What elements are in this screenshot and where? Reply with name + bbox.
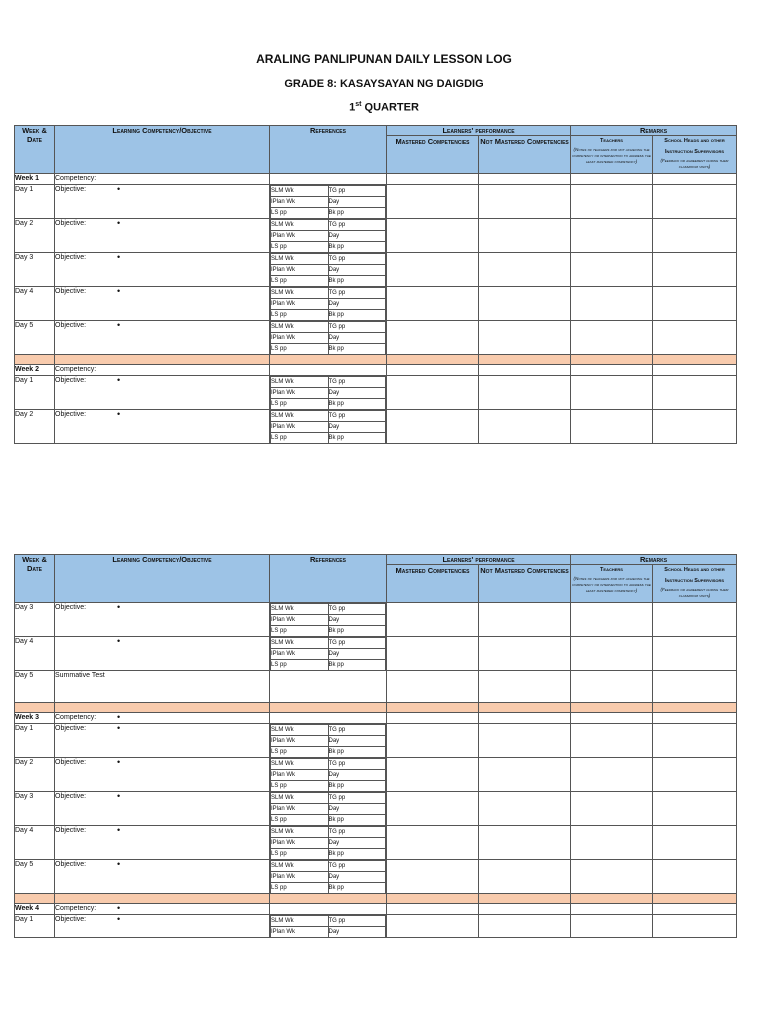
- day-label: Day 2: [15, 410, 55, 444]
- mastered-cell[interactable]: [387, 410, 479, 444]
- objective-cell[interactable]: Objective: •: [55, 860, 270, 894]
- day-row: [15, 826, 737, 860]
- references-cell[interactable]: [270, 365, 387, 376]
- heads-remarks-cell[interactable]: [653, 915, 737, 938]
- day-row: [15, 671, 737, 703]
- remarks-header: Remarks: [571, 126, 737, 136]
- not-mastered-cell[interactable]: [479, 174, 571, 185]
- ref-tg[interactable]: TG pp: [328, 288, 386, 299]
- heads-remarks-cell[interactable]: [653, 185, 737, 219]
- objective-cell[interactable]: Objective: •: [55, 724, 270, 758]
- teachers-remarks-header: Teachers (Notes of teachers for not achieving the competency or intervention to address the least mastered competency): [571, 565, 653, 603]
- ref-bk[interactable]: Bk pp: [328, 242, 386, 253]
- ref-ls[interactable]: LS pp: [271, 747, 329, 758]
- teachers-remarks-cell[interactable]: [571, 321, 653, 355]
- day-row: [15, 603, 737, 637]
- ref-bk[interactable]: Bk pp: [328, 344, 386, 355]
- bullet-icon: •: [117, 252, 121, 262]
- heads-remarks-cell[interactable]: [653, 671, 737, 703]
- ref-ls[interactable]: LS pp: [271, 781, 329, 792]
- ref-day[interactable]: Day: [328, 838, 386, 849]
- teachers-remarks-cell[interactable]: [571, 904, 653, 915]
- references-header: References: [270, 555, 387, 603]
- ref-day[interactable]: Day: [328, 197, 386, 208]
- references-cell: [270, 915, 387, 938]
- ref-day[interactable]: Day: [328, 770, 386, 781]
- remarks-header: Remarks: [571, 555, 737, 565]
- heads-remarks-cell[interactable]: [653, 321, 737, 355]
- ref-ls[interactable]: LS pp: [271, 849, 329, 860]
- lesson-log-table-2: [14, 554, 737, 938]
- week-row: [15, 174, 737, 185]
- teachers-remarks-cell[interactable]: [571, 724, 653, 758]
- references-cell: [270, 637, 387, 671]
- day-label: Day 3: [15, 792, 55, 826]
- mastered-cell[interactable]: [387, 915, 479, 938]
- heads-remarks-cell[interactable]: [653, 860, 737, 894]
- document-subtitle: GRADE 8: KASAYSAYAN NG DAIGDIG: [284, 78, 484, 90]
- week-row: [15, 713, 737, 724]
- ref-tg[interactable]: TG pp: [328, 759, 386, 770]
- teachers-remarks-cell[interactable]: [571, 185, 653, 219]
- week-date-header: Week & Date: [15, 126, 55, 174]
- ref-tg[interactable]: TG pp: [328, 793, 386, 804]
- not-mastered-cell[interactable]: [479, 792, 571, 826]
- references-cell: [270, 376, 387, 410]
- heads-remarks-cell[interactable]: [653, 287, 737, 321]
- day-label: Day 2: [15, 758, 55, 792]
- day-label: Day 2: [15, 219, 55, 253]
- ref-bk[interactable]: Bk pp: [328, 815, 386, 826]
- bullet-icon: •: [117, 712, 121, 722]
- ref-bk[interactable]: Bk pp: [328, 883, 386, 894]
- day-row: [15, 253, 737, 287]
- mastered-cell[interactable]: [387, 174, 479, 185]
- references-cell: [270, 287, 387, 321]
- not-mastered-header: Not Mastered Competencies: [479, 565, 571, 603]
- references-cell: [270, 758, 387, 792]
- teachers-remarks-cell[interactable]: [571, 365, 653, 376]
- mastered-cell[interactable]: [387, 185, 479, 219]
- ref-ls[interactable]: LS pp: [271, 883, 329, 894]
- week-row: [15, 904, 737, 915]
- learners-performance-header: Learners' performance: [387, 126, 571, 136]
- references-cell: [270, 826, 387, 860]
- ref-iplan[interactable]: IPlan Wk: [271, 804, 329, 815]
- not-mastered-cell[interactable]: [479, 219, 571, 253]
- summative-cell[interactable]: Summative Test: [55, 671, 270, 703]
- ref-slm[interactable]: SLM Wk: [271, 322, 329, 333]
- ref-tg[interactable]: TG pp: [328, 377, 386, 388]
- mastered-cell[interactable]: [387, 219, 479, 253]
- day-label: Day 3: [15, 603, 55, 637]
- bullet-icon: •: [117, 184, 121, 194]
- mastered-cell[interactable]: [387, 671, 479, 703]
- objective-cell[interactable]: Objective: •: [55, 185, 270, 219]
- objective-cell[interactable]: Objective: •: [55, 287, 270, 321]
- day-label: Day 1: [15, 185, 55, 219]
- heads-remarks-cell[interactable]: [653, 174, 737, 185]
- ref-tg[interactable]: TG pp: [328, 725, 386, 736]
- mastered-header: Mastered Competencies: [387, 565, 479, 603]
- teachers-remarks-cell[interactable]: [571, 287, 653, 321]
- references-cell: [270, 219, 387, 253]
- day-row: [15, 410, 737, 444]
- ref-slm[interactable]: SLM Wk: [271, 220, 329, 231]
- not-mastered-header: Not Mastered Competencies: [479, 136, 571, 174]
- not-mastered-cell[interactable]: [479, 287, 571, 321]
- references-cell: [270, 321, 387, 355]
- ref-tg[interactable]: TG pp: [328, 604, 386, 615]
- bullet-icon: •: [117, 320, 121, 330]
- ref-ls[interactable]: LS pp: [271, 433, 329, 444]
- ref-bk[interactable]: Bk pp: [328, 399, 386, 410]
- teachers-remarks-cell[interactable]: [571, 826, 653, 860]
- mastered-cell[interactable]: [387, 724, 479, 758]
- ref-iplan[interactable]: IPlan Wk: [271, 388, 329, 399]
- bullet-icon: •: [117, 375, 121, 385]
- objective-cell[interactable]: Objective: •: [55, 253, 270, 287]
- references-cell: [270, 185, 387, 219]
- day-row: [15, 792, 737, 826]
- ref-slm[interactable]: SLM Wk: [271, 638, 329, 649]
- week-label: Week 4: [15, 904, 55, 915]
- ref-slm[interactable]: SLM Wk: [271, 411, 329, 422]
- bullet-icon: •: [117, 825, 121, 835]
- not-mastered-cell[interactable]: [479, 671, 571, 703]
- ref-ls[interactable]: LS pp: [271, 310, 329, 321]
- day-label: Day 3: [15, 253, 55, 287]
- ref-slm[interactable]: SLM Wk: [271, 377, 329, 388]
- not-mastered-cell[interactable]: [479, 860, 571, 894]
- teachers-remarks-cell[interactable]: [571, 376, 653, 410]
- mastered-cell[interactable]: [387, 365, 479, 376]
- day-label: Day 1: [15, 724, 55, 758]
- heads-remarks-cell[interactable]: [653, 758, 737, 792]
- heads-remarks-cell[interactable]: [653, 904, 737, 915]
- ref-iplan[interactable]: IPlan Wk: [271, 231, 329, 242]
- competency-header: Learning Competency/Objective: [55, 126, 270, 174]
- week-date-header: Week & Date: [15, 555, 55, 603]
- ref-slm[interactable]: SLM Wk: [271, 861, 329, 872]
- week-separator: [15, 894, 737, 904]
- teachers-remarks-cell[interactable]: [571, 253, 653, 287]
- not-mastered-cell[interactable]: [479, 904, 571, 915]
- references-cell: [270, 253, 387, 287]
- ref-day[interactable]: Day: [328, 615, 386, 626]
- references-header: References: [270, 126, 387, 174]
- ref-ls[interactable]: LS pp: [271, 626, 329, 637]
- references-cell: [270, 410, 387, 444]
- ref-slm[interactable]: SLM Wk: [271, 186, 329, 197]
- ref-slm[interactable]: SLM Wk: [271, 288, 329, 299]
- ref-slm[interactable]: SLM Wk: [271, 725, 329, 736]
- teachers-remarks-cell[interactable]: [571, 792, 653, 826]
- ref-slm[interactable]: SLM Wk: [271, 827, 329, 838]
- not-mastered-cell[interactable]: [479, 713, 571, 724]
- teachers-remarks-cell[interactable]: [571, 219, 653, 253]
- not-mastered-cell[interactable]: [479, 365, 571, 376]
- objective-cell[interactable]: Objective: •: [55, 758, 270, 792]
- not-mastered-cell[interactable]: [479, 826, 571, 860]
- ref-iplan[interactable]: IPlan Wk: [271, 333, 329, 344]
- references-cell: [270, 603, 387, 637]
- competency-cell[interactable]: Competency: •: [55, 904, 270, 915]
- competency-cell[interactable]: Competency:: [55, 174, 270, 185]
- references-cell[interactable]: [270, 904, 387, 915]
- objective-cell[interactable]: Objective: •: [55, 915, 270, 938]
- mastered-cell[interactable]: [387, 603, 479, 637]
- ref-slm[interactable]: SLM Wk: [271, 793, 329, 804]
- objective-cell[interactable]: Objective: •: [55, 219, 270, 253]
- teachers-remarks-cell[interactable]: [571, 860, 653, 894]
- not-mastered-cell[interactable]: [479, 758, 571, 792]
- ref-day[interactable]: Day: [328, 736, 386, 747]
- week-separator: [15, 703, 737, 713]
- teachers-remarks-cell[interactable]: [571, 713, 653, 724]
- ref-slm[interactable]: SLM Wk: [271, 254, 329, 265]
- objective-cell[interactable]: Objective: •: [55, 826, 270, 860]
- ref-bk[interactable]: Bk pp: [328, 747, 386, 758]
- week-label: Week 2: [15, 365, 55, 376]
- teachers-remarks-cell[interactable]: [571, 410, 653, 444]
- ref-bk[interactable]: Bk pp: [328, 276, 386, 287]
- ref-bk[interactable]: Bk pp: [328, 433, 386, 444]
- heads-remarks-header: School Heads and other Instruction Supervisors (Feedback or agreement during their classroom visits): [653, 136, 737, 174]
- teachers-remarks-cell[interactable]: [571, 637, 653, 671]
- mastered-cell[interactable]: [387, 637, 479, 671]
- ref-bk[interactable]: Bk pp: [328, 208, 386, 219]
- objective-cell[interactable]: Objective: •: [55, 410, 270, 444]
- not-mastered-cell[interactable]: [479, 253, 571, 287]
- ref-day[interactable]: Day: [328, 422, 386, 433]
- references-cell[interactable]: [270, 671, 387, 703]
- objective-cell[interactable]: Objective: •: [55, 792, 270, 826]
- objective-cell[interactable]: Objective: •: [55, 376, 270, 410]
- mastered-cell[interactable]: [387, 758, 479, 792]
- ref-slm[interactable]: SLM Wk: [271, 759, 329, 770]
- teachers-remarks-cell[interactable]: [571, 915, 653, 938]
- mastered-cell[interactable]: [387, 253, 479, 287]
- day-label: Day 1: [15, 376, 55, 410]
- ref-tg[interactable]: TG pp: [328, 638, 386, 649]
- bullet-icon: •: [117, 914, 121, 924]
- mastered-cell[interactable]: [387, 792, 479, 826]
- ref-iplan[interactable]: IPlan Wk: [271, 615, 329, 626]
- heads-remarks-cell[interactable]: [653, 713, 737, 724]
- ref-iplan[interactable]: IPlan Wk: [271, 649, 329, 660]
- not-mastered-cell[interactable]: [479, 376, 571, 410]
- not-mastered-cell[interactable]: [479, 185, 571, 219]
- bullet-icon: •: [117, 791, 121, 801]
- heads-remarks-cell[interactable]: [653, 365, 737, 376]
- week-label: Week 3: [15, 713, 55, 724]
- heads-remarks-cell[interactable]: [653, 253, 737, 287]
- day-row: [15, 219, 737, 253]
- ref-bk[interactable]: Bk pp: [328, 626, 386, 637]
- day-row: [15, 915, 737, 938]
- ref-bk[interactable]: Bk pp: [328, 660, 386, 671]
- objective-cell[interactable]: Objective: •: [55, 321, 270, 355]
- heads-remarks-cell[interactable]: [653, 792, 737, 826]
- day-row: [15, 376, 737, 410]
- teachers-remarks-cell[interactable]: [571, 671, 653, 703]
- ref-tg[interactable]: TG pp: [328, 322, 386, 333]
- quarter-heading: 1st QUARTER: [349, 101, 419, 114]
- references-cell: [270, 724, 387, 758]
- bullet-icon: •: [117, 218, 121, 228]
- competency-cell[interactable]: Competency:: [55, 365, 270, 376]
- heads-remarks-cell[interactable]: [653, 724, 737, 758]
- not-mastered-cell[interactable]: [479, 637, 571, 671]
- heads-remarks-cell[interactable]: [653, 219, 737, 253]
- mastered-cell[interactable]: [387, 860, 479, 894]
- day-row: [15, 287, 737, 321]
- day-row: [15, 860, 737, 894]
- ref-tg[interactable]: TG pp: [328, 186, 386, 197]
- ref-bk[interactable]: Bk pp: [328, 310, 386, 321]
- ref-iplan[interactable]: IPlan Wk: [271, 927, 329, 938]
- ref-day[interactable]: Day: [328, 804, 386, 815]
- day-row: [15, 724, 737, 758]
- day-row: [15, 637, 737, 671]
- teachers-remarks-cell[interactable]: [571, 174, 653, 185]
- week-row: [15, 365, 737, 376]
- references-cell[interactable]: [270, 713, 387, 724]
- objective-cell[interactable]: [55, 637, 270, 671]
- mastered-cell[interactable]: [387, 287, 479, 321]
- ref-iplan[interactable]: IPlan Wk: [271, 736, 329, 747]
- ref-iplan[interactable]: IPlan Wk: [271, 838, 329, 849]
- day-label: Day 4: [15, 637, 55, 671]
- ref-ls[interactable]: LS pp: [271, 276, 329, 287]
- references-cell: [270, 860, 387, 894]
- day-label: Day 5: [15, 321, 55, 355]
- day-row: [15, 321, 737, 355]
- day-row: [15, 185, 737, 219]
- mastered-cell[interactable]: [387, 376, 479, 410]
- ref-iplan[interactable]: IPlan Wk: [271, 872, 329, 883]
- day-label: Day 4: [15, 826, 55, 860]
- ref-day[interactable]: Day: [328, 927, 386, 938]
- not-mastered-cell[interactable]: [479, 915, 571, 938]
- references-cell: [270, 792, 387, 826]
- competency-cell[interactable]: Competency: •: [55, 713, 270, 724]
- ref-tg[interactable]: TG pp: [328, 916, 386, 927]
- ref-tg[interactable]: TG pp: [328, 861, 386, 872]
- not-mastered-cell[interactable]: [479, 603, 571, 637]
- ref-ls[interactable]: LS pp: [271, 344, 329, 355]
- ref-ls[interactable]: LS pp: [271, 399, 329, 410]
- mastered-cell[interactable]: [387, 321, 479, 355]
- ref-day[interactable]: Day: [328, 299, 386, 310]
- ref-ls[interactable]: LS pp: [271, 660, 329, 671]
- teachers-remarks-cell[interactable]: [571, 758, 653, 792]
- day-label: Day 4: [15, 287, 55, 321]
- bullet-icon: •: [117, 757, 121, 767]
- teachers-remarks-cell[interactable]: [571, 603, 653, 637]
- day-row: [15, 758, 737, 792]
- heads-remarks-cell[interactable]: [653, 603, 737, 637]
- ref-iplan[interactable]: IPlan Wk: [271, 422, 329, 433]
- ref-tg[interactable]: TG pp: [328, 411, 386, 422]
- ref-iplan[interactable]: IPlan Wk: [271, 770, 329, 781]
- teachers-remarks-header: Teachers (Notes of teachers for not achieving the competency or intervention to address the least mastered competency): [571, 136, 653, 174]
- day-label: Day 5: [15, 860, 55, 894]
- bullet-icon: •: [117, 409, 121, 419]
- heads-remarks-header: School Heads and other Instruction Supervisors (Feedback or agreement during their classroom visits): [653, 565, 737, 603]
- ref-iplan[interactable]: IPlan Wk: [271, 299, 329, 310]
- week-label: Week 1: [15, 174, 55, 185]
- day-label: Day 1: [15, 915, 55, 938]
- ref-ls[interactable]: LS pp: [271, 208, 329, 219]
- ref-day[interactable]: Day: [328, 388, 386, 399]
- bullet-icon: •: [117, 859, 121, 869]
- mastered-header: Mastered Competencies: [387, 136, 479, 174]
- ref-day[interactable]: Day: [328, 333, 386, 344]
- bullet-icon: •: [117, 636, 121, 646]
- bullet-icon: •: [117, 602, 121, 612]
- ref-iplan[interactable]: IPlan Wk: [271, 265, 329, 276]
- ref-day[interactable]: Day: [328, 872, 386, 883]
- not-mastered-cell[interactable]: [479, 410, 571, 444]
- ref-bk[interactable]: Bk pp: [328, 781, 386, 792]
- heads-remarks-cell[interactable]: [653, 376, 737, 410]
- ref-slm[interactable]: SLM Wk: [271, 604, 329, 615]
- ref-tg[interactable]: TG pp: [328, 827, 386, 838]
- learners-performance-header: Learners' performance: [387, 555, 571, 565]
- not-mastered-cell[interactable]: [479, 321, 571, 355]
- heads-remarks-cell[interactable]: [653, 410, 737, 444]
- heads-remarks-cell[interactable]: [653, 826, 737, 860]
- ref-tg[interactable]: TG pp: [328, 254, 386, 265]
- not-mastered-cell[interactable]: [479, 724, 571, 758]
- references-cell[interactable]: [270, 174, 387, 185]
- bullet-icon: •: [117, 723, 121, 733]
- document-title: ARALING PANLIPUNAN DAILY LESSON LOG: [256, 52, 512, 66]
- mastered-cell[interactable]: [387, 826, 479, 860]
- mastered-cell[interactable]: [387, 904, 479, 915]
- lesson-log-table-1: [14, 125, 737, 444]
- ref-day[interactable]: Day: [328, 649, 386, 660]
- ref-ls[interactable]: LS pp: [271, 242, 329, 253]
- ref-iplan[interactable]: IPlan Wk: [271, 197, 329, 208]
- day-label: Day 5: [15, 671, 55, 703]
- ref-tg[interactable]: TG pp: [328, 220, 386, 231]
- week-separator: [15, 355, 737, 365]
- competency-header: Learning Competency/Objective: [55, 555, 270, 603]
- heads-remarks-cell[interactable]: [653, 637, 737, 671]
- mastered-cell[interactable]: [387, 713, 479, 724]
- ref-day[interactable]: Day: [328, 265, 386, 276]
- ref-ls[interactable]: LS pp: [271, 815, 329, 826]
- ref-bk[interactable]: Bk pp: [328, 849, 386, 860]
- bullet-icon: •: [117, 903, 121, 913]
- bullet-icon: •: [117, 286, 121, 296]
- ref-day[interactable]: Day: [328, 231, 386, 242]
- ref-slm[interactable]: SLM Wk: [271, 916, 329, 927]
- objective-cell[interactable]: Objective: •: [55, 603, 270, 637]
